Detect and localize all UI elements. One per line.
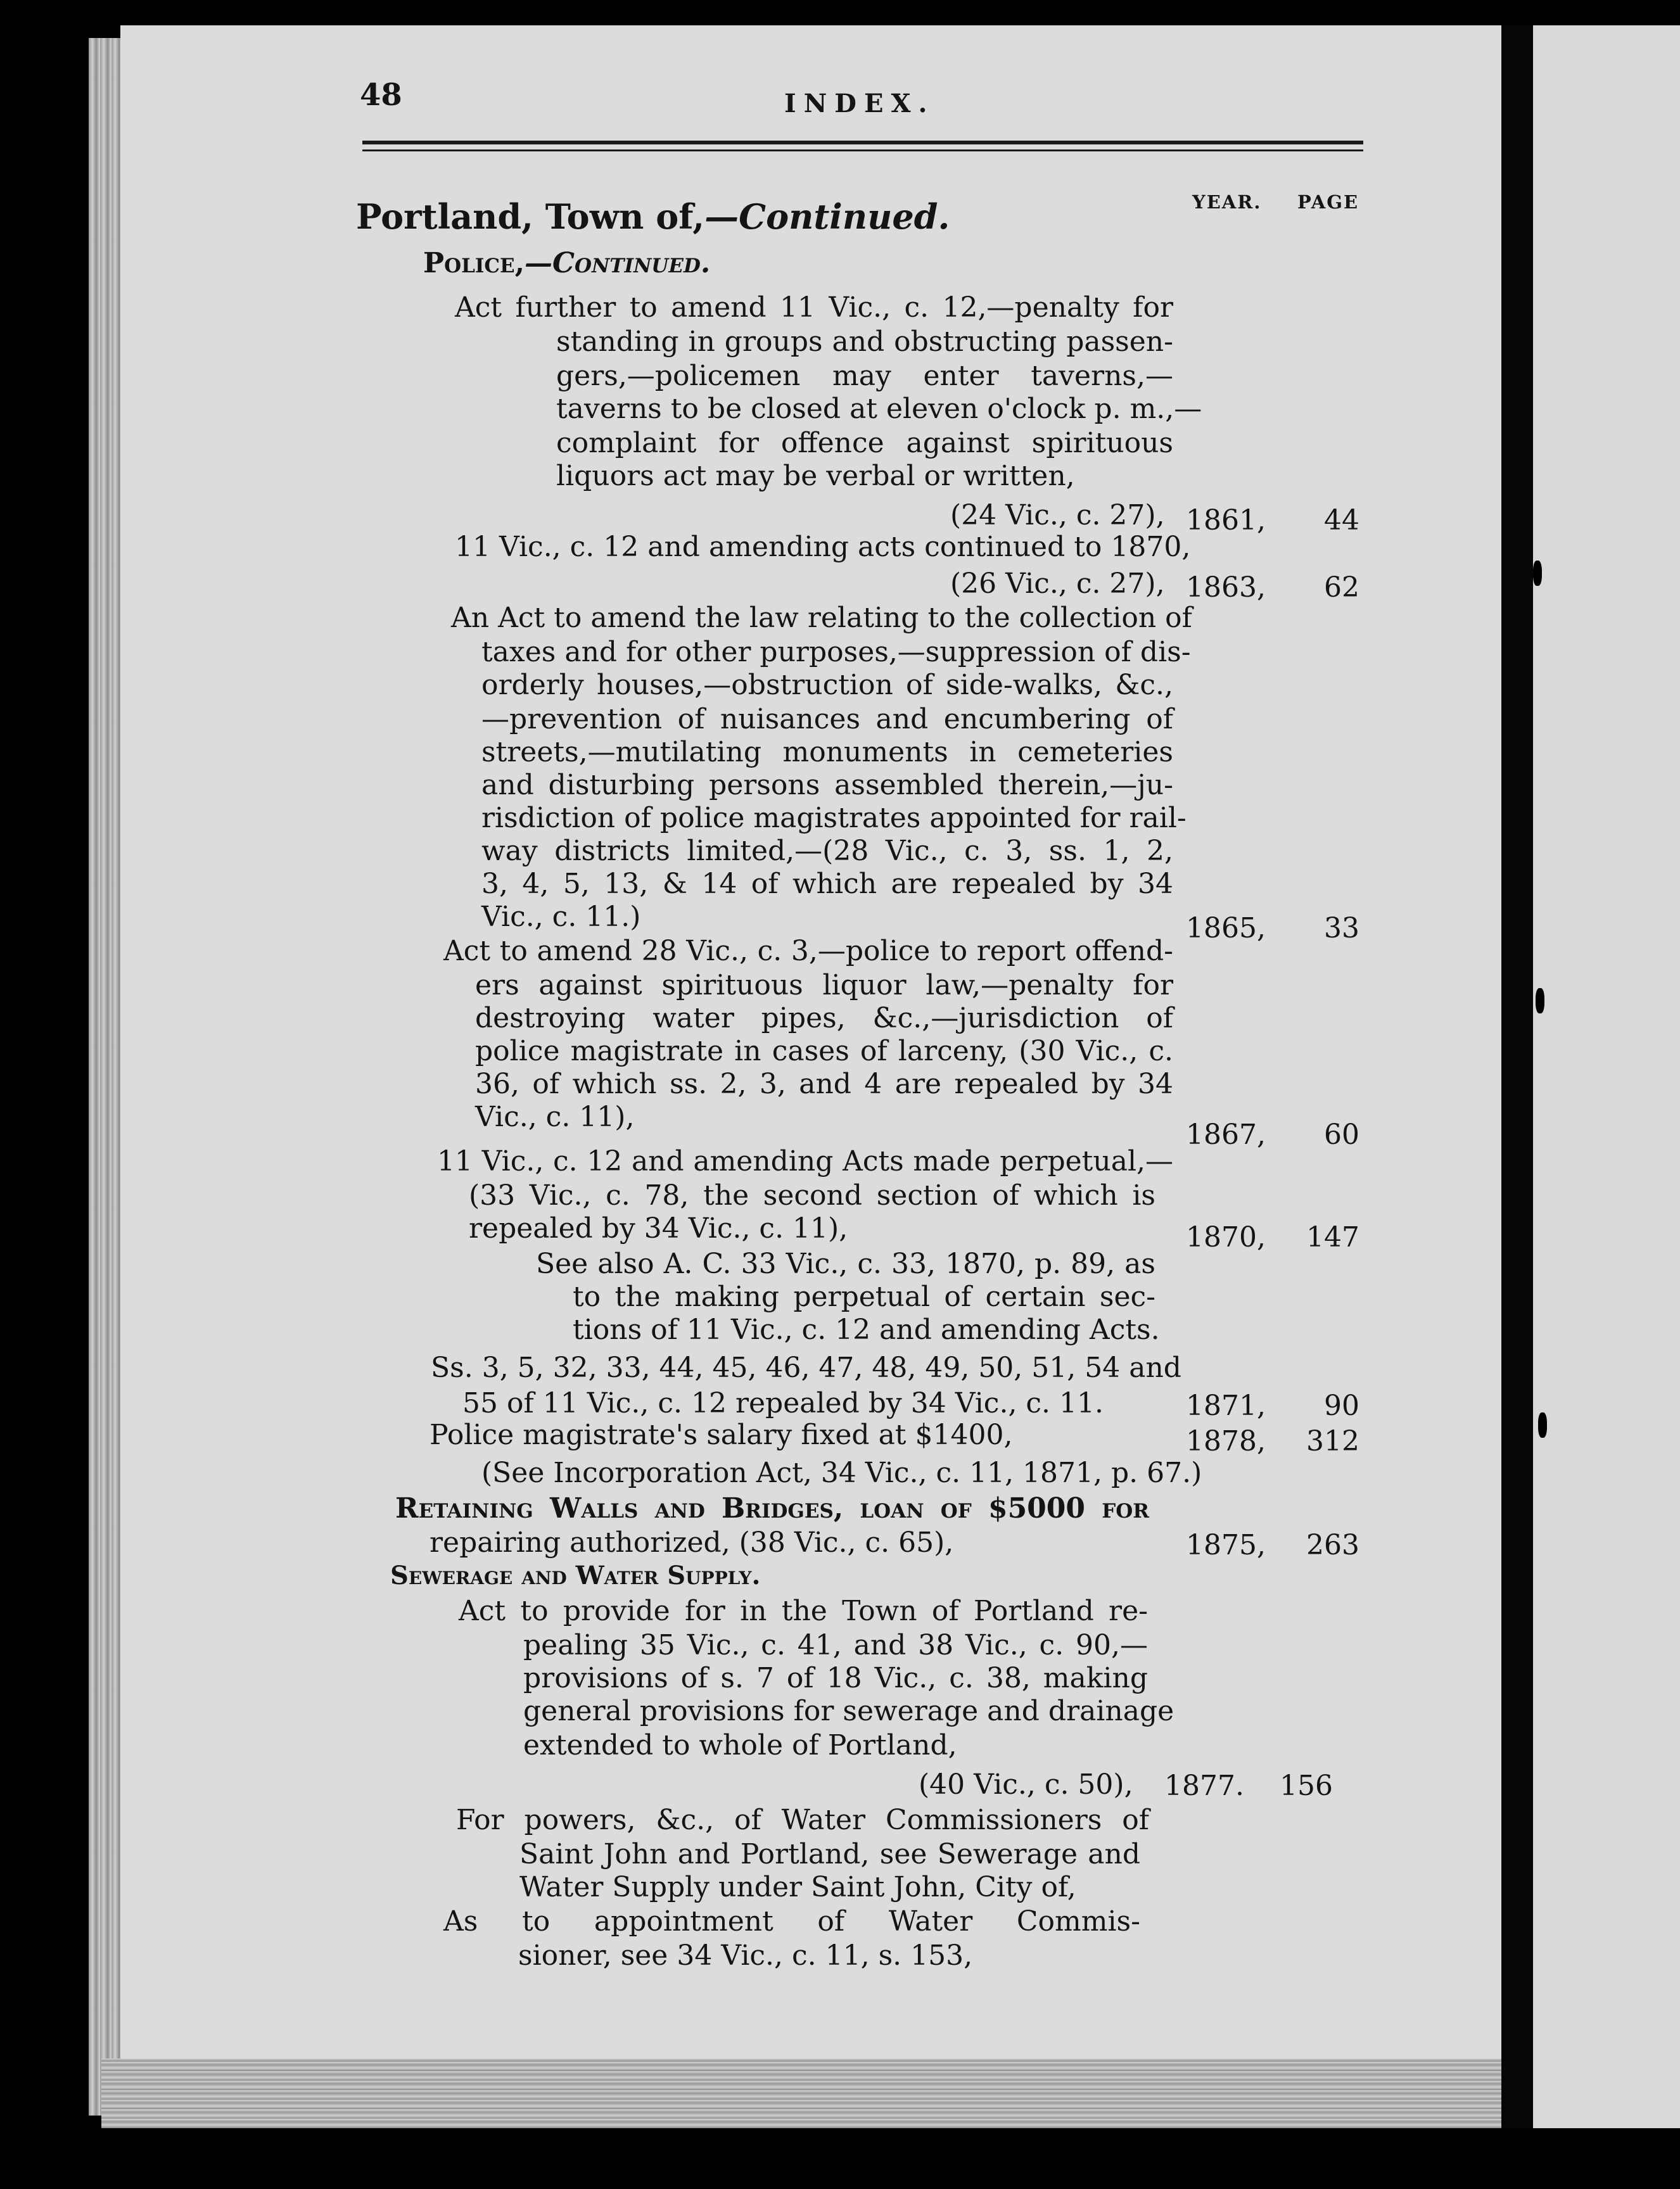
heading-continued: —Continued. — [704, 196, 950, 237]
ref-page: 90 — [1324, 1390, 1359, 1422]
ref-year: 1865, — [1186, 912, 1266, 944]
page-number: 48 — [360, 77, 402, 113]
index-line-text: Retaining Walls and Bridges, loan of $5000 for — [395, 1492, 1149, 1525]
subheading-continued: —Continued. — [525, 247, 711, 279]
index-line: repealed by 34 Vic., c. 11), — [469, 1212, 848, 1245]
ref-year: 1877. — [1164, 1770, 1244, 1802]
index-line: ers against spirituous liquor law,—penalty for — [475, 969, 1173, 1001]
column-header-page: PAGE — [1297, 191, 1359, 213]
index-heading — [356, 196, 950, 237]
index-line: destroying water pipes, &c.,—jurisdiction of — [475, 1002, 1173, 1034]
index-line: to the making perpetual of certain sec- — [573, 1281, 1155, 1313]
index-line: As to appointment of Water Commis- — [443, 1905, 1140, 1938]
ref-year: 1867, — [1186, 1119, 1266, 1151]
index-line: 55 of 11 Vic., c. 12 repealed by 34 Vic., c. 11. — [462, 1387, 1104, 1419]
index-line: —prevention of nuisances and encumbering of — [481, 703, 1173, 735]
index-line: tions of 11 Vic., c. 12 and amending Acts. — [573, 1314, 1160, 1346]
ref-year: 1863, — [1186, 571, 1266, 604]
ref-page: 263 — [1306, 1529, 1359, 1561]
index-line: standing in groups and obstructing passen- — [556, 326, 1173, 358]
index-line — [395, 1492, 1149, 1525]
index-line: complaint for offence against spirituous — [556, 427, 1173, 459]
ref-page: 156 — [1280, 1770, 1333, 1802]
index-line: (33 Vic., c. 78, the second section of which is — [469, 1179, 1155, 1212]
index-line: 3, 4, 5, 13, & 14 of which are repealed by 34 — [481, 868, 1173, 900]
ref-page: 147 — [1306, 1221, 1359, 1253]
index-line: 11 Vic., c. 12 and amending Acts made perpetual,— — [437, 1145, 1173, 1177]
index-line: (24 Vic., c. 27), — [950, 499, 1165, 531]
index-line: repairing authorized, (38 Vic., c. 65), — [430, 1526, 954, 1559]
ref-page: 44 — [1324, 504, 1359, 536]
index-line: taverns to be closed at eleven o'clock p. m.,— — [556, 393, 1202, 425]
index-line: Act to amend 28 Vic., c. 3,—police to report offend- — [443, 935, 1173, 967]
index-line: Police magistrate's salary fixed at $1400, — [430, 1419, 1013, 1451]
heading-title: Portland, Town of, — [356, 196, 705, 237]
index-line: An Act to amend the law relating to the collection of — [451, 602, 1192, 634]
index-line: way districts limited,—(28 Vic., c. 3, ss. 1, 2, — [481, 835, 1173, 867]
ref-year: 1861, — [1186, 504, 1266, 536]
index-line: For powers, &c., of Water Commissioners of — [456, 1804, 1149, 1836]
ref-page: 60 — [1324, 1119, 1359, 1151]
index-line: (26 Vic., c. 27), — [950, 568, 1165, 600]
ref-page: 62 — [1324, 571, 1359, 604]
index-line: Vic., c. 11), — [475, 1101, 635, 1133]
index-line: sioner, see 34 Vic., c. 11, s. 153, — [518, 1939, 973, 1972]
ref-year: 1871, — [1186, 1390, 1266, 1422]
ref-page: 312 — [1306, 1425, 1359, 1457]
index-line: gers,—policemen may enter taverns,— — [556, 360, 1173, 392]
index-line: (40 Vic., c. 50), — [919, 1768, 1133, 1801]
index-line: general provisions for sewerage and drainage — [523, 1695, 1174, 1727]
index-line: and disturbing persons assembled therein,—ju- — [481, 769, 1173, 801]
index-line: 11 Vic., c. 12 and amending acts continued to 1870, — [455, 531, 1191, 563]
subheading-title: Police, — [423, 247, 525, 279]
index-line: risdiction of police magistrates appointed for rail- — [481, 802, 1187, 834]
index-line: taxes and for other purposes,—suppression of dis- — [481, 636, 1191, 668]
index-line: Vic., c. 11.) — [481, 901, 641, 933]
index-line: (See Incorporation Act, 34 Vic., c. 11, 1871, p. 67.) — [481, 1457, 1202, 1489]
index-line: police magistrate in cases of larceny, (30 Vic., c. — [475, 1035, 1173, 1067]
index-line: Water Supply under Saint John, City of, — [519, 1871, 1076, 1903]
index-line: liquors act may be verbal or written, — [556, 460, 1075, 492]
ref-year: 1870, — [1186, 1221, 1266, 1253]
index-line: provisions of s. 7 of 18 Vic., c. 38, making — [523, 1662, 1148, 1694]
index-line: extended to whole of Portland, — [523, 1729, 957, 1761]
ref-page: 33 — [1324, 912, 1359, 944]
running-head: INDEX. — [784, 89, 935, 118]
index-line: Act to provide for in the Town of Portland re- — [459, 1595, 1148, 1627]
index-line: Act further to amend 11 Vic., c. 12,—penalty for — [455, 291, 1173, 324]
index-line: Saint John and Portland, see Sewerage and — [519, 1838, 1140, 1870]
index-line: Ss. 3, 5, 32, 33, 44, 45, 46, 47, 48, 49, 50, 51, 54 and — [431, 1352, 1181, 1384]
index-line: pealing 35 Vic., c. 41, and 38 Vic., c. 90,— — [523, 1629, 1148, 1661]
index-line: 36, of which ss. 2, 3, and 4 are repealed by 34 — [475, 1068, 1173, 1100]
column-header-year: YEAR. — [1192, 191, 1262, 213]
index-line: Sewerage and Water Supply. — [390, 1561, 761, 1590]
index-line: streets,—mutilating monuments in cemeteries — [481, 736, 1173, 768]
index-line: orderly houses,—obstruction of side-walks, &c., — [481, 669, 1173, 701]
index-subheading — [423, 247, 710, 280]
index-line: See also A. C. 33 Vic., c. 33, 1870, p. 89, as — [536, 1248, 1155, 1280]
ref-year: 1875, — [1186, 1529, 1266, 1561]
ref-year: 1878, — [1186, 1425, 1266, 1457]
